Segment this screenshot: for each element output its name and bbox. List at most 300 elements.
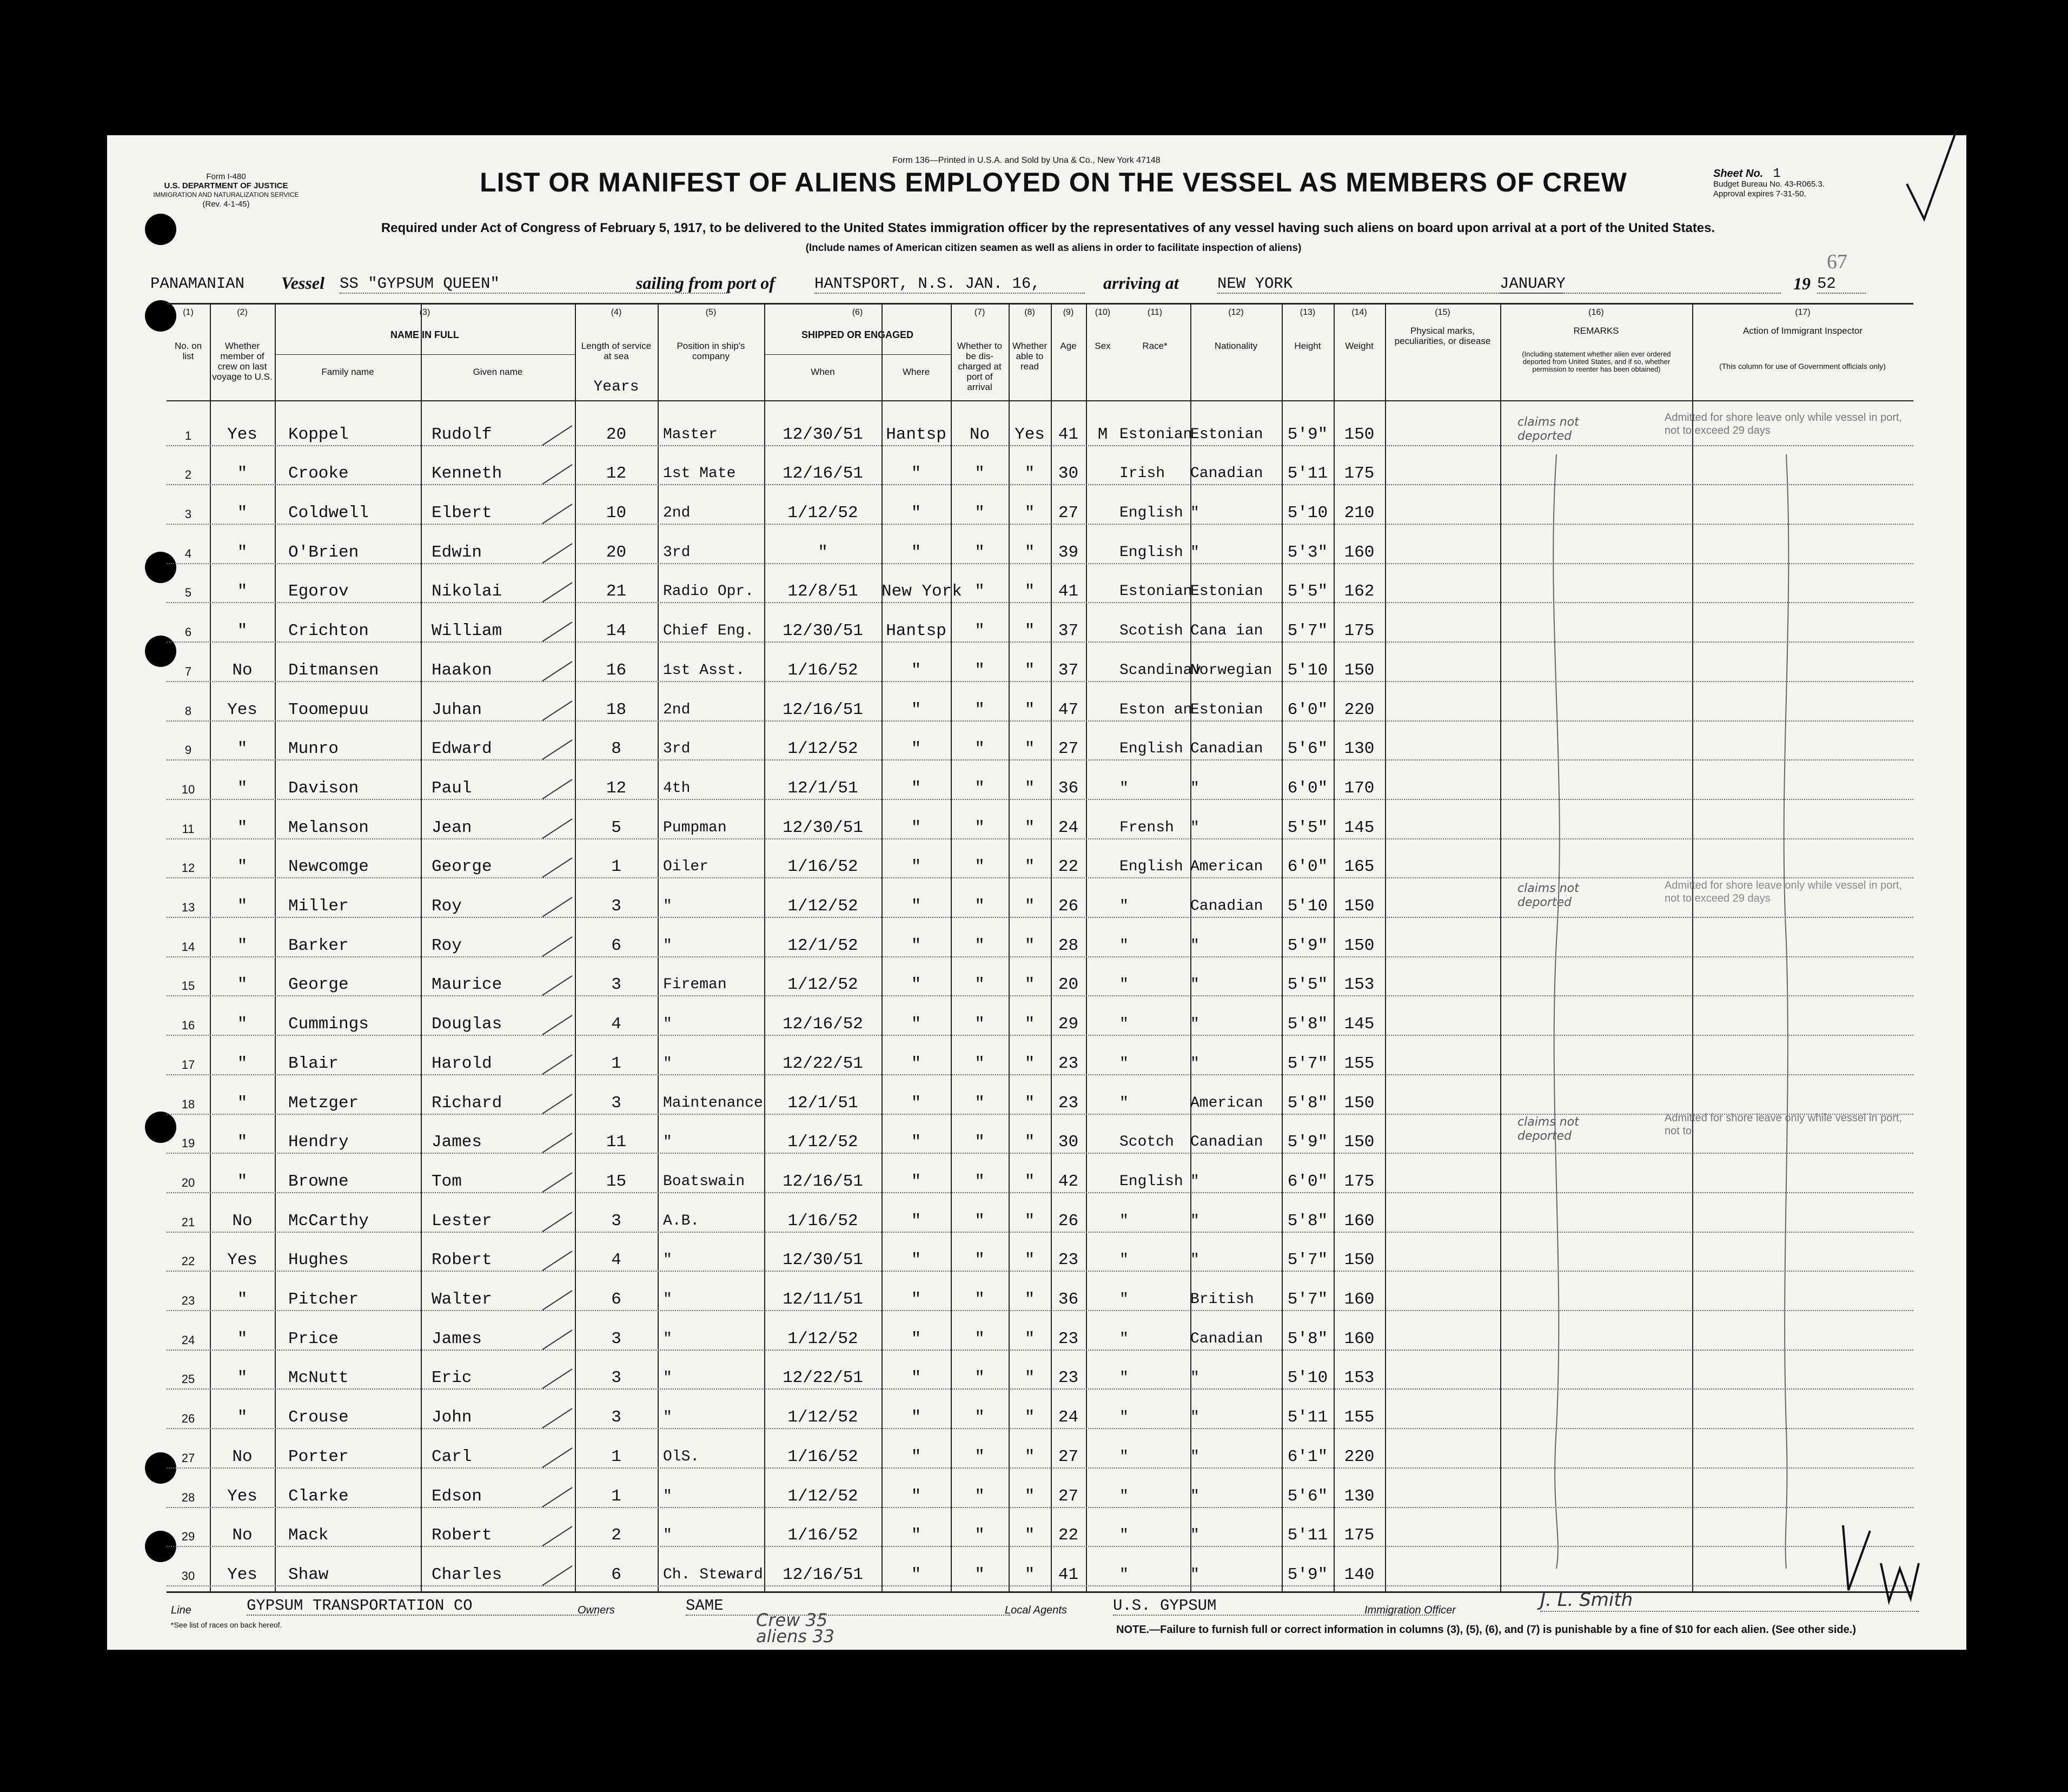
cell-height: 5'7" bbox=[1287, 1251, 1328, 1270]
row-rule bbox=[167, 720, 1913, 722]
arriving-port: NEW YORK bbox=[1217, 275, 1563, 294]
printer-note: Form 136—Printed in U.S.A. and Sold by Una & Co., New York 47148 bbox=[892, 156, 1161, 165]
column-header-c9: Age bbox=[1060, 341, 1077, 351]
cell-prev: Yes bbox=[227, 1486, 257, 1506]
table-row bbox=[167, 962, 1913, 1001]
cell-where: " bbox=[911, 1565, 922, 1584]
cell-when: 12/8/51 bbox=[787, 582, 858, 601]
cell-where: " bbox=[911, 1133, 922, 1152]
cell-when: 12/11/51 bbox=[783, 1290, 863, 1310]
cell-prev: " bbox=[237, 1290, 248, 1310]
cell-years: 10 bbox=[606, 504, 627, 523]
table-row bbox=[167, 1473, 1913, 1512]
cell-height: 5'7" bbox=[1287, 1054, 1328, 1073]
cell-no: 8 bbox=[184, 704, 192, 718]
cell-read: " bbox=[1024, 1290, 1035, 1310]
cell-age: 37 bbox=[1058, 621, 1079, 641]
cell-where: " bbox=[911, 818, 922, 837]
cell-when: 12/1/52 bbox=[787, 936, 858, 955]
cell-no: 11 bbox=[182, 822, 195, 836]
cell-discharged: " bbox=[975, 1172, 985, 1191]
cell-weight: 155 bbox=[1344, 1054, 1375, 1073]
table-row bbox=[167, 1198, 1913, 1237]
tick-mark-icon bbox=[540, 422, 578, 449]
cell-discharged: " bbox=[975, 1526, 985, 1545]
column-header-c10: Sex bbox=[1095, 341, 1111, 351]
row-rule bbox=[167, 1271, 1913, 1272]
cell-age: 27 bbox=[1058, 504, 1079, 523]
cell-nationality: " bbox=[1190, 1448, 1199, 1465]
subheader-divider bbox=[275, 354, 575, 355]
remarks-row13: Admitted for shore leave only while vessel in port, not to exceed 29 days bbox=[1665, 880, 1903, 904]
cell-nationality: " bbox=[1190, 976, 1199, 994]
cell-given: Jean bbox=[432, 818, 472, 837]
cell-weight: 150 bbox=[1344, 1133, 1375, 1152]
cell-height: 6'1" bbox=[1287, 1447, 1328, 1466]
cell-family: Crouse bbox=[288, 1408, 349, 1427]
cell-age: 29 bbox=[1058, 1015, 1079, 1034]
row-rule bbox=[167, 1192, 1913, 1193]
column-header-c7: Whether to be dis-charged at port of arrival bbox=[957, 341, 1003, 392]
cell-nationality: " bbox=[1190, 1487, 1199, 1505]
table-row bbox=[167, 647, 1913, 686]
column-header-c16: REMARKS bbox=[1573, 326, 1619, 336]
cell-prev: " bbox=[237, 504, 248, 523]
cell-height: 6'0" bbox=[1287, 857, 1328, 877]
cell-when: 12/22/51 bbox=[783, 1368, 863, 1388]
cell-discharged: " bbox=[975, 897, 985, 916]
cell-prev: " bbox=[237, 1172, 248, 1191]
cell-where: Hantsp bbox=[886, 425, 946, 444]
cell-discharged: " bbox=[975, 504, 985, 523]
cell-discharged: " bbox=[975, 857, 985, 877]
agents-value: U.S. GYPSUM bbox=[1113, 1597, 1437, 1616]
cell-weight: 145 bbox=[1344, 1015, 1375, 1034]
column-header-c13: Height bbox=[1294, 341, 1321, 351]
cell-when: 12/1/51 bbox=[787, 1093, 858, 1113]
cell-read: " bbox=[1024, 582, 1035, 601]
form-subnote: (Include names of American citizen seamen as well as aliens in order to facilitate inspection of aliens) bbox=[805, 242, 1302, 254]
table-row bbox=[167, 1512, 1913, 1552]
cell-age: 20 bbox=[1058, 975, 1079, 995]
cell-where: " bbox=[911, 464, 922, 484]
cell-given: John bbox=[432, 1408, 472, 1427]
agents-label: Local Agents bbox=[1005, 1604, 1067, 1616]
cell-when: 12/30/51 bbox=[783, 1251, 863, 1270]
cell-discharged: " bbox=[975, 1251, 985, 1270]
vessel-label: Vessel bbox=[281, 273, 324, 293]
races-note: *See list of races on back hereof. bbox=[171, 1621, 282, 1629]
cell-age: 41 bbox=[1058, 425, 1079, 444]
cell-age: 30 bbox=[1058, 1133, 1079, 1152]
table-row bbox=[167, 568, 1913, 608]
cell-position: Fireman bbox=[663, 976, 727, 994]
cell-nationality: " bbox=[1190, 1016, 1199, 1033]
cell-no: 27 bbox=[181, 1451, 195, 1465]
cell-nationality: Estonian bbox=[1190, 701, 1263, 718]
cell-prev: " bbox=[237, 1133, 248, 1152]
cell-discharged: " bbox=[975, 1054, 985, 1073]
cell-no: 18 bbox=[181, 1097, 195, 1111]
column-number-c15: (15) bbox=[1435, 308, 1450, 317]
cell-family: Crooke bbox=[288, 464, 349, 484]
cell-height: 5'6" bbox=[1287, 739, 1328, 759]
cell-position: " bbox=[663, 1527, 672, 1544]
cell-height: 5'9" bbox=[1287, 936, 1328, 955]
cell-weight: 160 bbox=[1344, 1290, 1375, 1310]
aliens-count: aliens 33 bbox=[756, 1626, 834, 1646]
cell-race: " bbox=[1119, 1448, 1129, 1465]
cell-race: English bbox=[1119, 505, 1183, 522]
cell-read: " bbox=[1024, 1368, 1035, 1388]
cell-race: " bbox=[1119, 937, 1129, 954]
cell-years: 4 bbox=[611, 1015, 621, 1034]
fine-note: NOTE.—Failure to furnish full or correct information in columns (3), (5), (6), and (7) is punishable by a fine of $10 for each alien. (See other side.) bbox=[1116, 1624, 1856, 1636]
cell-no: 4 bbox=[184, 546, 192, 560]
cell-position: Ch. Steward bbox=[663, 1566, 763, 1583]
cell-family: Browne bbox=[288, 1172, 349, 1191]
cell-where: " bbox=[911, 739, 922, 759]
cell-position: 2nd bbox=[663, 505, 691, 522]
manifest-sheet bbox=[107, 135, 1966, 1650]
cell-no: 10 bbox=[181, 782, 195, 796]
cell-years: 5 bbox=[611, 818, 621, 837]
cell-discharged: " bbox=[975, 660, 985, 680]
row-rule bbox=[167, 1035, 1913, 1036]
cell-weight: 165 bbox=[1344, 857, 1375, 877]
cell-weight: 175 bbox=[1344, 464, 1375, 484]
cell-nationality: American bbox=[1190, 858, 1263, 876]
cell-age: 27 bbox=[1058, 1486, 1079, 1506]
cell-weight: 140 bbox=[1344, 1565, 1375, 1584]
cell-when: 12/16/52 bbox=[783, 1015, 863, 1034]
cell-age: 36 bbox=[1058, 778, 1079, 798]
cell-prev: No bbox=[232, 1211, 253, 1231]
cell-when: 1/12/52 bbox=[787, 1133, 858, 1152]
table-row bbox=[167, 1315, 1913, 1355]
table-row bbox=[167, 1394, 1913, 1434]
cell-nationality: " bbox=[1190, 544, 1199, 561]
cell-prev: " bbox=[237, 582, 248, 601]
cell-given: Roy bbox=[432, 936, 462, 955]
cell-height: 5'8" bbox=[1287, 1211, 1328, 1231]
cell-years: 6 bbox=[611, 936, 621, 955]
cell-where: " bbox=[911, 543, 922, 562]
cell-weight: 130 bbox=[1344, 739, 1375, 759]
cell-position: " bbox=[663, 1055, 672, 1072]
cell-no: 24 bbox=[181, 1333, 195, 1347]
cell-given: Rudolf bbox=[432, 425, 492, 444]
tick-mark-icon bbox=[540, 1327, 578, 1354]
tick-mark-icon bbox=[540, 776, 578, 803]
cell-height: 5'5" bbox=[1287, 818, 1328, 837]
cell-years: 3 bbox=[611, 1093, 621, 1113]
cell-read: " bbox=[1024, 1054, 1035, 1073]
cell-read: " bbox=[1024, 621, 1035, 641]
cell-height: 5'7" bbox=[1287, 1290, 1328, 1310]
column-number-c11: (11) bbox=[1147, 308, 1163, 317]
brace-line bbox=[1540, 454, 1573, 1569]
cell-years: 6 bbox=[611, 1290, 621, 1310]
cell-race: " bbox=[1119, 1291, 1129, 1308]
cell-height: 5'10 bbox=[1287, 660, 1328, 680]
cell-given: William bbox=[432, 621, 502, 641]
cell-family: Shaw bbox=[288, 1565, 329, 1584]
row-rule bbox=[167, 524, 1913, 525]
cell-nationality: " bbox=[1190, 1055, 1199, 1072]
cell-position: " bbox=[663, 1252, 672, 1269]
tick-mark-icon bbox=[540, 698, 578, 725]
row-rule bbox=[167, 602, 1913, 603]
cell-family: Egorov bbox=[288, 582, 349, 601]
row-rule bbox=[167, 642, 1913, 643]
cell-read: " bbox=[1024, 1211, 1035, 1231]
cell-family: Pitcher bbox=[288, 1290, 359, 1310]
cell-years: 20 bbox=[606, 425, 627, 444]
tick-mark-icon bbox=[540, 737, 578, 764]
sheet-label: Sheet No. bbox=[1713, 168, 1764, 180]
cell-race: " bbox=[1119, 1252, 1129, 1269]
page-number: 67 bbox=[1827, 250, 1847, 273]
officer-signature: J. L. Smith bbox=[1540, 1589, 1919, 1612]
cell-where: " bbox=[911, 1015, 922, 1034]
cell-years: 1 bbox=[611, 1486, 621, 1506]
owners-label: Owners bbox=[578, 1604, 615, 1616]
cell-where: New York bbox=[881, 582, 962, 601]
cell-family: Barker bbox=[288, 936, 349, 955]
cell-nationality: " bbox=[1190, 1409, 1199, 1426]
cell-nationality: " bbox=[1190, 1566, 1199, 1583]
cell-race: Scotish bbox=[1119, 623, 1183, 640]
cell-years: 14 bbox=[606, 621, 627, 641]
cell-age: 23 bbox=[1058, 1368, 1079, 1388]
cell-read: " bbox=[1024, 975, 1035, 995]
row-rule bbox=[167, 1153, 1913, 1154]
remarks-row19: Admitted for shore leave only while vessel in port, not to bbox=[1665, 1112, 1903, 1137]
cell-position: " bbox=[663, 1016, 672, 1033]
column-header-c2: Whether member of crew on last voyage to U.S. bbox=[212, 341, 273, 382]
cell-nationality: " bbox=[1190, 1527, 1199, 1544]
cell-given: Harold bbox=[432, 1054, 492, 1073]
cell-prev: " bbox=[237, 464, 248, 484]
tick-mark-icon bbox=[540, 855, 578, 882]
cell-no: 19 bbox=[181, 1136, 195, 1150]
cell-race: " bbox=[1119, 1094, 1129, 1112]
cell-prev: " bbox=[237, 1329, 248, 1348]
cell-read: " bbox=[1024, 464, 1035, 484]
cell-given: George bbox=[432, 857, 492, 877]
tick-mark-icon bbox=[540, 1091, 578, 1118]
column-header-where: Where bbox=[902, 367, 930, 377]
cell-no: 1 bbox=[184, 428, 192, 442]
cell-age: 28 bbox=[1058, 936, 1079, 955]
cell-years: 16 bbox=[606, 660, 627, 680]
cell-no: 28 bbox=[181, 1490, 195, 1504]
cell-given: Richard bbox=[432, 1093, 502, 1113]
row-rule bbox=[167, 1350, 1913, 1351]
cell-read: " bbox=[1024, 1093, 1035, 1113]
cell-nationality: Canadian bbox=[1190, 1134, 1263, 1151]
cell-discharged: " bbox=[975, 582, 985, 601]
cell-where: " bbox=[911, 1172, 922, 1191]
cell-where: " bbox=[911, 1329, 922, 1348]
arrival-month: JANUARY bbox=[1500, 275, 1781, 294]
table-row bbox=[167, 411, 1913, 451]
table-row bbox=[167, 1040, 1913, 1080]
cell-years: 11 bbox=[606, 1133, 627, 1152]
cell-prev: " bbox=[237, 1368, 248, 1388]
row-rule bbox=[167, 1585, 1913, 1586]
cell-when: 1/12/52 bbox=[787, 1486, 858, 1506]
row-rule bbox=[167, 1310, 1913, 1311]
physical-note-row1: claims not deported bbox=[1517, 415, 1579, 443]
column-header-remarks-sub: (Including statement whether alien ever ordered deported from United States, and if so, whether permission to reenter has been obtained) bbox=[1522, 350, 1671, 373]
cell-when: 12/1/51 bbox=[787, 778, 858, 798]
cell-race: Frensh bbox=[1119, 819, 1174, 836]
cell-given: Juhan bbox=[432, 700, 482, 719]
cell-prev: " bbox=[237, 936, 248, 955]
cell-height: 5'11 bbox=[1287, 1408, 1328, 1427]
cell-race: English bbox=[1119, 1173, 1183, 1190]
row-rule bbox=[167, 1114, 1913, 1115]
cell-where: " bbox=[911, 1251, 922, 1270]
line-value: GYPSUM TRANSPORTATION CO bbox=[247, 1597, 598, 1616]
cell-read: " bbox=[1024, 543, 1035, 562]
cell-when: 1/16/52 bbox=[787, 857, 858, 877]
row-rule bbox=[167, 877, 1913, 878]
cell-position: A.B. bbox=[663, 1212, 700, 1229]
cell-family: Mack bbox=[288, 1526, 329, 1545]
table-row bbox=[167, 1355, 1913, 1394]
cell-given: Lester bbox=[432, 1211, 492, 1231]
row-rule bbox=[167, 995, 1913, 996]
cell-given: Haakon bbox=[432, 660, 492, 680]
cell-nationality: Canadian bbox=[1190, 465, 1263, 482]
cell-prev: Yes bbox=[227, 1251, 257, 1270]
cell-where: " bbox=[911, 857, 922, 877]
table-row bbox=[167, 765, 1913, 804]
arriving-label: arriving at bbox=[1103, 273, 1179, 293]
cell-family: Crichton bbox=[288, 621, 369, 641]
cell-position: 3rd bbox=[663, 544, 691, 561]
cell-height: 6'0" bbox=[1287, 778, 1328, 798]
cell-prev: " bbox=[237, 621, 248, 641]
cell-position: Radio Opr. bbox=[663, 583, 754, 600]
cell-prev: " bbox=[237, 1408, 248, 1427]
row-rule bbox=[167, 445, 1913, 446]
cell-years: 1 bbox=[611, 1054, 621, 1073]
row-rule bbox=[167, 799, 1913, 800]
cell-weight: 155 bbox=[1344, 1408, 1375, 1427]
cell-position: Maintenance bbox=[663, 1094, 763, 1112]
cell-when: 12/16/51 bbox=[783, 464, 863, 484]
cell-race: " bbox=[1119, 1212, 1129, 1229]
cell-position: " bbox=[663, 1330, 672, 1347]
cell-prev: No bbox=[232, 1526, 253, 1545]
cell-discharged: " bbox=[975, 1565, 985, 1584]
column-number-c10: (10) bbox=[1095, 308, 1111, 317]
cell-years: 8 bbox=[611, 739, 621, 759]
cell-when: 1/12/52 bbox=[787, 975, 858, 995]
cell-prev: " bbox=[237, 857, 248, 877]
cell-when: 1/12/52 bbox=[787, 739, 858, 759]
cell-position: " bbox=[663, 1291, 672, 1308]
form-id: Form I-480 bbox=[206, 172, 246, 181]
arrival-year: 52 bbox=[1817, 275, 1866, 294]
table-row bbox=[167, 844, 1913, 883]
cell-family: Coldwell bbox=[288, 504, 369, 523]
row-rule bbox=[167, 759, 1913, 761]
cell-race: Irish bbox=[1119, 465, 1165, 482]
cell-nationality: " bbox=[1190, 937, 1199, 954]
cell-years: 15 bbox=[606, 1172, 627, 1191]
cell-discharged: No bbox=[969, 425, 990, 444]
cell-age: 22 bbox=[1058, 1526, 1079, 1545]
tick-mark-icon bbox=[540, 619, 578, 646]
cell-family: Price bbox=[288, 1329, 339, 1348]
cell-race: " bbox=[1119, 1566, 1129, 1583]
tick-mark-icon bbox=[540, 461, 578, 488]
table-row bbox=[167, 883, 1913, 922]
cell-years: 12 bbox=[606, 464, 627, 484]
cell-when: 12/30/51 bbox=[783, 621, 863, 641]
officer-label: Immigration Officer bbox=[1364, 1604, 1456, 1616]
table-row bbox=[167, 922, 1913, 962]
tick-mark-icon bbox=[540, 540, 578, 567]
cell-position: " bbox=[663, 1370, 672, 1387]
cell-prev: " bbox=[237, 1093, 248, 1113]
cell-height: 5'10 bbox=[1287, 504, 1328, 523]
table-row bbox=[167, 529, 1913, 568]
tick-mark-icon bbox=[540, 1563, 578, 1590]
cell-height: 5'8" bbox=[1287, 1329, 1328, 1348]
cell-nationality: " bbox=[1190, 1173, 1199, 1190]
cell-discharged: " bbox=[975, 818, 985, 837]
cell-discharged: " bbox=[975, 1093, 985, 1113]
crew-count: Crew 35 bbox=[756, 1610, 828, 1630]
cell-prev: " bbox=[237, 897, 248, 916]
cell-race: Estonian bbox=[1119, 583, 1192, 600]
cell-family: Toomepuu bbox=[288, 700, 369, 719]
cell-race: English bbox=[1119, 740, 1183, 758]
table-row bbox=[167, 1237, 1913, 1277]
cell-height: 6'0" bbox=[1287, 700, 1328, 719]
cell-race: " bbox=[1119, 1055, 1129, 1072]
tick-mark-icon bbox=[540, 1523, 578, 1550]
tick-mark-icon bbox=[540, 1405, 578, 1432]
tick-mark-icon bbox=[540, 934, 578, 961]
cell-race: Scandinav bbox=[1119, 662, 1202, 679]
cell-years: 3 bbox=[611, 975, 621, 995]
cell-position: Oiler bbox=[663, 858, 709, 876]
cell-read: " bbox=[1024, 1526, 1035, 1545]
cell-no: 9 bbox=[184, 743, 192, 757]
checkmark-icon bbox=[1903, 124, 1962, 227]
tick-mark-icon bbox=[540, 501, 578, 528]
cell-prev: No bbox=[232, 1447, 253, 1466]
cell-years: 1 bbox=[611, 1447, 621, 1466]
cell-nationality: American bbox=[1190, 1094, 1263, 1112]
budget-bureau: Budget Bureau No. 43-R065.3. bbox=[1713, 180, 1825, 189]
row-rule bbox=[167, 838, 1913, 839]
brace-line bbox=[1770, 454, 1802, 1569]
tick-mark-icon bbox=[540, 1484, 578, 1511]
cell-discharged: " bbox=[975, 778, 985, 798]
cell-weight: 160 bbox=[1344, 543, 1375, 562]
cell-race: " bbox=[1119, 1487, 1129, 1505]
cell-prev: " bbox=[237, 818, 248, 837]
cell-given: Roy bbox=[432, 897, 462, 916]
